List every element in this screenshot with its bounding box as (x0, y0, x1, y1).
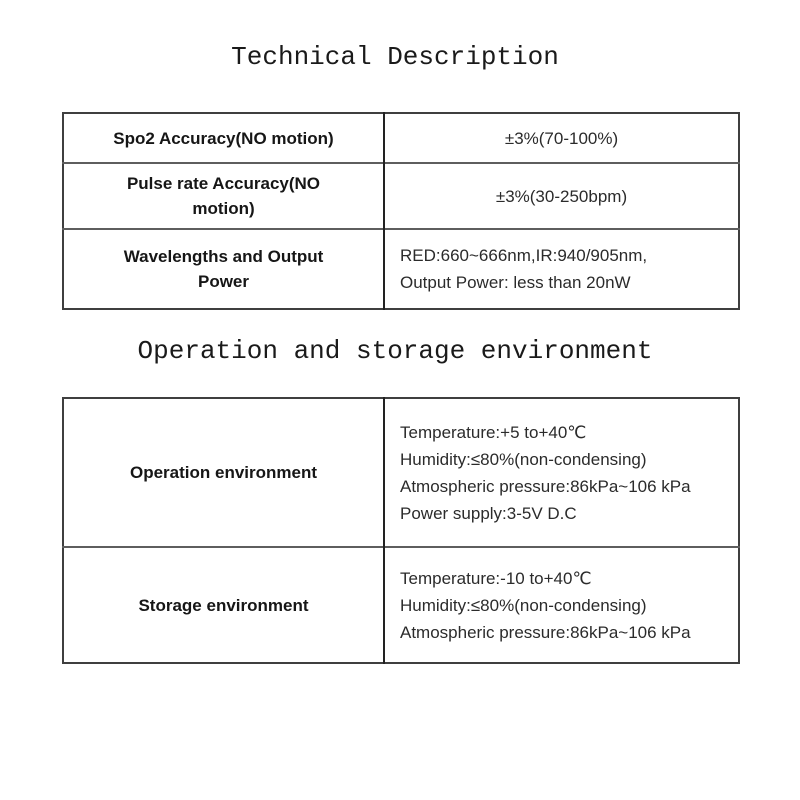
value-line: Output Power: less than 20nW (400, 273, 631, 292)
operation-environment-row (63, 398, 739, 547)
value-line: Atmospheric pressure:86kPa~106 kPa (400, 622, 691, 642)
spo2-accuracy-label (63, 113, 384, 163)
label-line: Power (197, 272, 250, 291)
wavelengths-row (63, 229, 739, 309)
value-line: Atmospheric pressure:86kPa~106 kPa (400, 476, 691, 496)
wavelengths-label (63, 229, 384, 309)
technical-description-title: Technical Description (231, 42, 559, 72)
pulse-rate-accuracy-label (63, 163, 384, 229)
storage-environment-row (63, 547, 739, 663)
operation-environment-value (384, 398, 739, 547)
value-line: ±3%(30-250bpm) (495, 186, 628, 206)
label-line: Pulse rate Accuracy(NO (126, 174, 321, 193)
value-line: Power supply:3-5V D.C (400, 503, 577, 523)
pulse-rate-accuracy-row (63, 163, 739, 229)
value-line: Humidity:≤80%(non-condensing) (400, 595, 647, 615)
environment-spec-table (62, 397, 740, 664)
value-line: Humidity:≤80%(non-condensing) (400, 449, 647, 469)
value-line: Temperature:-10 to+40℃ (400, 568, 592, 588)
value-line: RED:660~666nm,IR:940/905nm, (400, 246, 648, 265)
spo2-accuracy-row (63, 113, 739, 163)
label-line: motion) (192, 199, 255, 218)
label-line: Spo2 Accuracy(NO motion) (113, 128, 334, 148)
storage-environment-label (63, 547, 384, 663)
operation-environment-label (63, 398, 384, 547)
label-line: Operation environment (129, 463, 318, 482)
environment-section-title: Operation and storage environment (137, 336, 653, 366)
label-line: Storage environment (138, 595, 309, 615)
storage-environment-value (384, 547, 739, 663)
label-line: Wavelengths and Output (123, 247, 324, 266)
value-line: Temperature:+5 to+40℃ (400, 422, 587, 442)
spo2-accuracy-value (384, 113, 739, 163)
value-line: ±3%(70-100%) (504, 128, 619, 148)
technical-spec-table (62, 112, 740, 310)
pulse-rate-accuracy-value (384, 163, 739, 229)
wavelengths-value (384, 229, 739, 309)
